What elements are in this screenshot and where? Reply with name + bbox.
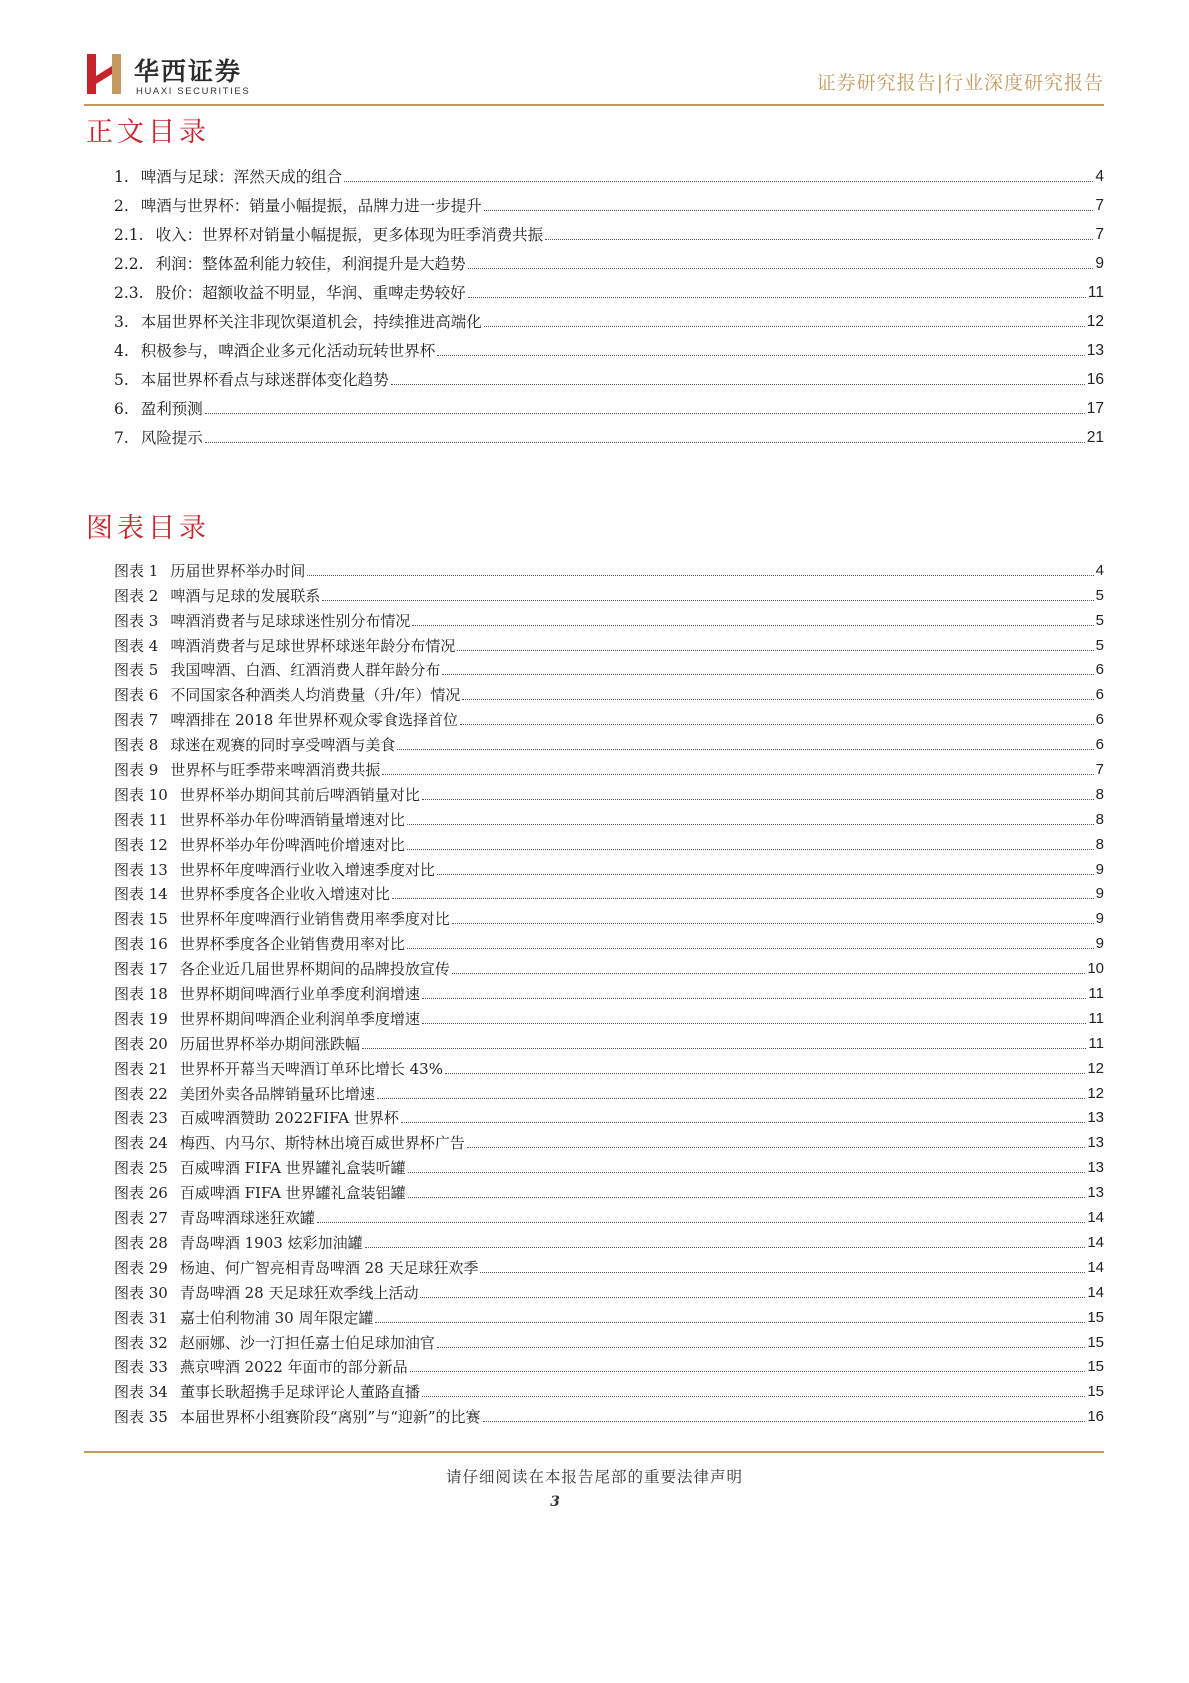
figure-toc-entry[interactable]	[114, 1152, 1104, 1177]
toc-entry-page: 15	[1087, 1383, 1104, 1401]
huaxi-logo-icon	[84, 52, 126, 96]
toc-entry-page: 14	[1087, 1209, 1104, 1227]
toc-dot-leader	[484, 325, 1085, 327]
page-header	[84, 46, 1104, 104]
figure-toc-entry[interactable]	[114, 555, 1104, 580]
toc-entry-page: 21	[1086, 429, 1104, 446]
toc-entry-number: 图表 11	[114, 810, 168, 829]
toc-entry-page: 11	[1088, 1034, 1104, 1052]
toc-entry[interactable]	[114, 331, 1104, 360]
figure-toc-entry[interactable]	[114, 1078, 1104, 1103]
toc-entry-page: 8	[1095, 835, 1104, 853]
toc-dot-leader	[480, 1271, 1085, 1273]
toc-dot-leader	[344, 180, 1093, 182]
toc-entry-page: 14	[1087, 1283, 1104, 1301]
toc-dot-leader	[408, 1196, 1086, 1198]
toc-entry-number: 图表 15	[114, 910, 168, 929]
toc-entry-page: 12	[1087, 1084, 1104, 1102]
toc-entry-number: 图表 25	[114, 1159, 168, 1178]
figure-toc-entry[interactable]	[114, 1177, 1104, 1202]
toc-entry-number: 图表 7	[114, 711, 159, 730]
toc-dot-leader	[410, 1370, 1086, 1372]
toc-entry-text: 赵丽娜、沙一汀担任嘉士伯足球加油官	[179, 1333, 435, 1352]
toc-entry-number: 1.	[114, 168, 129, 186]
toc-dot-leader	[437, 873, 1094, 875]
figure-toc-entry[interactable]	[114, 630, 1104, 655]
toc-entry-page: 5	[1095, 611, 1104, 629]
figure-toc-entry[interactable]	[114, 953, 1104, 978]
toc-dot-leader	[422, 798, 1094, 800]
toc-entry-text: 世界杯季度各企业收入增速对比	[179, 885, 390, 904]
toc-entry-number: 图表 8	[114, 736, 159, 755]
toc-entry-number: 图表 19	[114, 1009, 168, 1028]
figure-toc-entry[interactable]	[114, 1103, 1104, 1128]
toc-dot-leader	[407, 947, 1094, 949]
toc-entry-text: 世界杯与旺季带来啤酒消费共振	[170, 761, 381, 780]
figure-toc-entry[interactable]	[114, 1401, 1104, 1426]
toc-entry-text: 燕京啤酒 2022 年面市的部分新品	[179, 1358, 408, 1377]
figure-toc-entry[interactable]	[114, 679, 1104, 704]
toc-entry-page: 6	[1095, 711, 1104, 729]
figure-toc-list	[114, 555, 1104, 1426]
toc-entry[interactable]	[114, 273, 1104, 302]
toc-entry[interactable]	[114, 360, 1104, 389]
toc-entry-text: 我国啤酒、白酒、红酒消费人群年龄分布	[170, 661, 441, 680]
toc-entry-text: 收入：世界杯对销量小幅提振，更多体现为旺季消费共振	[155, 226, 544, 244]
figure-toc-entry[interactable]	[114, 978, 1104, 1003]
toc-entry-text: 世界杯期间啤酒行业单季度利润增速	[179, 985, 420, 1004]
toc-entry-number: 图表 3	[114, 611, 159, 630]
toc-entry-number: 3.	[114, 313, 129, 331]
toc-entry-page: 11	[1088, 985, 1104, 1003]
figure-toc-entry[interactable]	[114, 779, 1104, 804]
toc-entry-page: 9	[1095, 860, 1104, 878]
toc-dot-leader	[365, 1246, 1086, 1248]
toc-entry-number: 图表 2	[114, 586, 159, 605]
toc-entry-page: 14	[1087, 1233, 1104, 1251]
toc-entry-text: 世界杯年度啤酒行业收入增速季度对比	[179, 860, 435, 879]
figure-toc-entry[interactable]	[114, 879, 1104, 904]
toc-dot-leader	[468, 296, 1086, 298]
toc-dot-leader	[452, 922, 1094, 924]
toc-entry-text: 百威啤酒赞助 2022FIFA 世界杯	[179, 1109, 399, 1128]
toc-entry-text: 梅西、内马尔、斯特林出境百威世界杯广告	[179, 1134, 465, 1153]
toc-entry-text: 利润：整体盈利能力较佳，利润提升是大趋势	[155, 255, 466, 273]
toc-entry-page: 15	[1087, 1308, 1104, 1326]
toc-entry-text: 世界杯开幕当天啤酒订单环比增长 43%	[179, 1059, 443, 1078]
toc-dot-leader	[407, 848, 1094, 850]
toc-dot-leader	[397, 748, 1093, 750]
figure-toc-entry[interactable]	[114, 1202, 1104, 1227]
toc-entry-text: 球迷在观赛的同时享受啤酒与美食	[170, 736, 396, 755]
figure-toc-entry[interactable]	[114, 1127, 1104, 1152]
toc-dot-leader	[408, 1171, 1086, 1173]
footer-divider	[84, 1451, 1104, 1453]
toc-dot-leader	[468, 267, 1094, 269]
toc-entry-page: 8	[1095, 785, 1104, 803]
toc-entry-text: 风险提示	[140, 429, 203, 447]
toc-dot-leader	[375, 1321, 1085, 1323]
toc-entry-page: 7	[1095, 761, 1104, 779]
toc-entry-page: 15	[1087, 1358, 1104, 1376]
toc-dot-leader	[205, 441, 1085, 443]
toc-dot-leader	[445, 1072, 1085, 1074]
toc-entry-text: 本届世界杯关注非现饮渠道机会，持续推进高端化	[140, 313, 482, 331]
legal-notice: 请仔细阅读在本报告尾部的重要法律声明	[445, 1468, 743, 1486]
toc-entry-text: 世界杯期间啤酒企业利润单季度增速	[179, 1009, 420, 1028]
toc-entry-page: 10	[1087, 960, 1104, 978]
figure-toc-entry[interactable]	[114, 928, 1104, 953]
toc-entry-text: 青岛啤酒 1903 炫彩加油罐	[179, 1233, 363, 1252]
figure-toc-entry[interactable]	[114, 903, 1104, 928]
toc-entry-text: 世界杯年度啤酒行业销售费用率季度对比	[179, 910, 450, 929]
toc-entry-page: 16	[1087, 1408, 1104, 1426]
toc-entry-page: 9	[1095, 910, 1104, 928]
toc-entry-number: 2.	[114, 197, 129, 215]
toc-entry-text: 啤酒与足球：浑然天成的组合	[140, 168, 343, 186]
toc-entry-text: 啤酒消费者与足球球迷性别分布情况	[170, 611, 411, 630]
figure-toc-entry[interactable]	[114, 605, 1104, 630]
toc-entry-number: 图表 1	[114, 561, 159, 580]
toc-dot-leader	[392, 897, 1094, 899]
toc-entry-page: 11	[1087, 284, 1104, 301]
toc-entry-text: 不同国家各种酒类人均消费量（升/年）情况	[170, 686, 461, 705]
toc-entry-page: 9	[1095, 255, 1104, 272]
figure-toc-entry[interactable]	[114, 754, 1104, 779]
figure-toc-entry[interactable]	[114, 1327, 1104, 1352]
page-number: 3	[550, 1494, 560, 1510]
toc-entry-number: 2.1.	[114, 226, 144, 244]
toc-dot-leader	[422, 997, 1087, 999]
toc-entry[interactable]	[114, 302, 1104, 331]
toc-entry-number: 2.2.	[114, 255, 144, 273]
toc-entry-number: 图表 21	[114, 1059, 168, 1078]
figure-toc-entry[interactable]	[114, 854, 1104, 879]
figure-toc-entry[interactable]	[114, 1003, 1104, 1028]
toc-entry-page: 13	[1087, 1134, 1104, 1152]
toc-entry-number: 图表 33	[114, 1358, 168, 1377]
toc-entry-text: 世界杯举办年份啤酒吨价增速对比	[179, 835, 405, 854]
toc-entry-number: 图表 20	[114, 1034, 168, 1053]
toc-entry-number: 图表 4	[114, 636, 159, 655]
toc-entry-page: 7	[1095, 197, 1104, 214]
toc-entry-text: 世界杯举办年份啤酒销量增速对比	[179, 810, 405, 829]
toc-entry-text: 历届世界杯举办期间涨跌幅	[179, 1034, 360, 1053]
toc-entry-number: 6.	[114, 400, 129, 418]
toc-entry-page: 4	[1095, 561, 1104, 579]
toc-entry-text: 啤酒消费者与足球世界杯球迷年龄分布情况	[170, 636, 456, 655]
toc-dot-leader	[483, 1420, 1086, 1422]
logo-chinese-name: 华西证券	[134, 57, 243, 86]
toc-entry-number: 2.3.	[114, 284, 144, 302]
toc-entry-number: 图表 31	[114, 1308, 168, 1327]
toc-entry-text: 董事长耿超携手足球评论人董路直播	[179, 1383, 420, 1402]
toc-entry-text: 杨迪、何广智亮相青岛啤酒 28 天足球狂欢季	[179, 1258, 479, 1277]
toc-entry-text: 本届世界杯小组赛阶段“离别”与“迎新”的比赛	[179, 1408, 481, 1427]
figure-toc-entry[interactable]	[114, 1028, 1104, 1053]
toc-entry-page: 5	[1095, 636, 1104, 654]
logo-english-name: HUAXI SECURITIES	[136, 86, 251, 97]
toc-entry-number: 图表 32	[114, 1333, 168, 1352]
toc-dot-leader	[407, 823, 1094, 825]
figure-toc-entry[interactable]	[114, 704, 1104, 729]
toc-dot-leader	[412, 624, 1093, 626]
toc-entry-number: 图表 27	[114, 1209, 168, 1228]
toc-entry-number: 图表 9	[114, 761, 159, 780]
toc-entry[interactable]	[114, 215, 1104, 244]
figure-toc-entry[interactable]	[114, 729, 1104, 754]
toc-dot-leader	[437, 1346, 1085, 1348]
figure-toc-entry[interactable]	[114, 655, 1104, 680]
figure-toc-entry[interactable]	[114, 580, 1104, 605]
toc-entry-number: 图表 35	[114, 1408, 168, 1427]
toc-entry-text: 世界杯季度各企业销售费用率对比	[179, 935, 405, 954]
toc-dot-leader	[467, 1146, 1085, 1148]
toc-entry-page: 13	[1087, 1109, 1104, 1127]
figure-toc-entry[interactable]	[114, 829, 1104, 854]
toc-entry-page: 12	[1086, 313, 1104, 330]
toc-dot-leader	[442, 673, 1093, 675]
toc-entry-number: 图表 5	[114, 661, 159, 680]
toc-entry-page: 6	[1095, 661, 1104, 679]
figure-toc-entry[interactable]	[114, 1252, 1104, 1277]
toc-entry-page: 11	[1088, 1009, 1104, 1027]
toc-dot-leader	[377, 1097, 1085, 1099]
toc-entry-number: 图表 28	[114, 1233, 168, 1252]
toc-entry-number: 图表 22	[114, 1084, 168, 1103]
toc-entry-number: 图表 24	[114, 1134, 168, 1153]
header-divider	[84, 104, 1104, 106]
toc-entry-number: 图表 16	[114, 935, 168, 954]
toc-entry-text: 股价：超额收益不明显，华润、重啤走势较好	[155, 284, 466, 302]
toc-entry[interactable]	[114, 157, 1104, 186]
toc-entry-text: 百威啤酒 FIFA 世界罐礼盒装铝罐	[179, 1184, 406, 1203]
toc-entry-number: 图表 34	[114, 1383, 168, 1402]
toc-entry-number: 7.	[114, 429, 129, 447]
toc-entry-number: 图表 13	[114, 860, 168, 879]
toc-entry-text: 嘉士伯利物浦 30 周年限定罐	[179, 1308, 374, 1327]
figure-toc-title: 图表目录	[86, 513, 210, 544]
toc-entry-page: 7	[1095, 226, 1104, 243]
toc-entry-text: 世界杯举办期间其前后啤酒销量对比	[179, 785, 420, 804]
toc-entry-text: 青岛啤酒 28 天足球狂欢季线上活动	[179, 1283, 419, 1302]
toc-dot-leader	[422, 1395, 1085, 1397]
toc-entry-page: 17	[1086, 400, 1104, 417]
toc-entry-text: 历届世界杯举办时间	[170, 561, 306, 580]
toc-entry-page: 6	[1095, 736, 1104, 754]
toc-entry-text: 啤酒与世界杯：销量小幅提振，品牌力进一步提升	[140, 197, 482, 215]
figure-toc-entry[interactable]	[114, 1053, 1104, 1078]
toc-dot-leader	[391, 383, 1085, 385]
toc-entry-page: 13	[1086, 342, 1104, 359]
toc-entry-text: 本届世界杯看点与球迷群体变化趋势	[140, 371, 389, 389]
toc-dot-leader	[382, 773, 1093, 775]
toc-entry-number: 图表 29	[114, 1258, 168, 1277]
toc-entry-number: 图表 30	[114, 1283, 168, 1302]
toc-entry-text: 啤酒与足球的发展联系	[170, 586, 321, 605]
toc-entry-page: 16	[1086, 371, 1104, 388]
toc-entry-page: 4	[1095, 168, 1104, 185]
toc-dot-leader	[437, 354, 1084, 356]
toc-entry-number: 图表 14	[114, 885, 168, 904]
toc-entry-number: 图表 12	[114, 835, 168, 854]
toc-dot-leader	[422, 1022, 1087, 1024]
toc-entry-text: 百威啤酒 FIFA 世界罐礼盒装听罐	[179, 1159, 406, 1178]
toc-entry-number: 图表 26	[114, 1184, 168, 1203]
toc-dot-leader	[322, 599, 1093, 601]
toc-dot-leader	[462, 698, 1093, 700]
toc-entry-text: 啤酒排在 2018 年世界杯观众零食选择首位	[170, 711, 459, 730]
figure-toc-entry[interactable]	[114, 1352, 1104, 1377]
toc-entry-number: 图表 17	[114, 960, 168, 979]
toc-entry-page: 12	[1087, 1059, 1104, 1077]
toc-entry-text: 积极参与，啤酒企业多元化活动玩转世界杯	[140, 342, 436, 360]
toc-entry-page: 5	[1095, 586, 1104, 604]
toc-entry-page: 13	[1087, 1159, 1104, 1177]
toc-entry-number: 图表 23	[114, 1109, 168, 1128]
figure-toc-entry[interactable]	[114, 1277, 1104, 1302]
toc-entry-number: 图表 6	[114, 686, 159, 705]
report-type-label: 证券研究报告|行业深度研究报告	[816, 72, 1104, 94]
figure-toc-entry[interactable]	[114, 1302, 1104, 1327]
toc-entry[interactable]	[114, 389, 1104, 418]
toc-entry-text: 美团外卖各品牌销量环比增速	[179, 1084, 375, 1103]
toc-entry-page: 9	[1095, 885, 1104, 903]
toc-dot-leader	[401, 1121, 1085, 1123]
figure-toc-entry[interactable]	[114, 1376, 1104, 1401]
toc-entry[interactable]	[114, 186, 1104, 215]
toc-entry-page: 13	[1087, 1184, 1104, 1202]
toc-entry-text: 盈利预测	[140, 400, 203, 418]
toc-entry-number: 5.	[114, 371, 129, 389]
main-toc-list	[114, 157, 1104, 447]
toc-entry-number: 图表 18	[114, 985, 168, 1004]
toc-entry-number: 图表 10	[114, 785, 168, 804]
toc-dot-leader	[484, 209, 1094, 211]
toc-dot-leader	[205, 412, 1085, 414]
toc-entry[interactable]	[114, 244, 1104, 273]
toc-entry-number: 4.	[114, 342, 129, 360]
toc-entry-page: 6	[1095, 686, 1104, 704]
main-toc-title: 正文目录	[86, 117, 210, 148]
toc-entry-page: 15	[1087, 1333, 1104, 1351]
toc-entry-text: 各企业近几届世界杯期间的品牌投放宣传	[179, 960, 450, 979]
toc-entry-page: 8	[1095, 810, 1104, 828]
toc-dot-leader	[545, 238, 1093, 240]
figure-toc-entry[interactable]	[114, 804, 1104, 829]
toc-dot-leader	[420, 1296, 1085, 1298]
toc-dot-leader	[457, 649, 1093, 651]
toc-entry-text: 青岛啤酒球迷狂欢罐	[179, 1209, 315, 1228]
toc-entry-page: 14	[1087, 1258, 1104, 1276]
toc-dot-leader	[307, 574, 1093, 576]
toc-dot-leader	[362, 1047, 1087, 1049]
toc-dot-leader	[460, 723, 1094, 725]
toc-entry-page: 9	[1095, 935, 1104, 953]
toc-dot-leader	[317, 1221, 1085, 1223]
toc-dot-leader	[452, 972, 1085, 974]
toc-entry[interactable]	[114, 418, 1104, 447]
figure-toc-entry[interactable]	[114, 1227, 1104, 1252]
